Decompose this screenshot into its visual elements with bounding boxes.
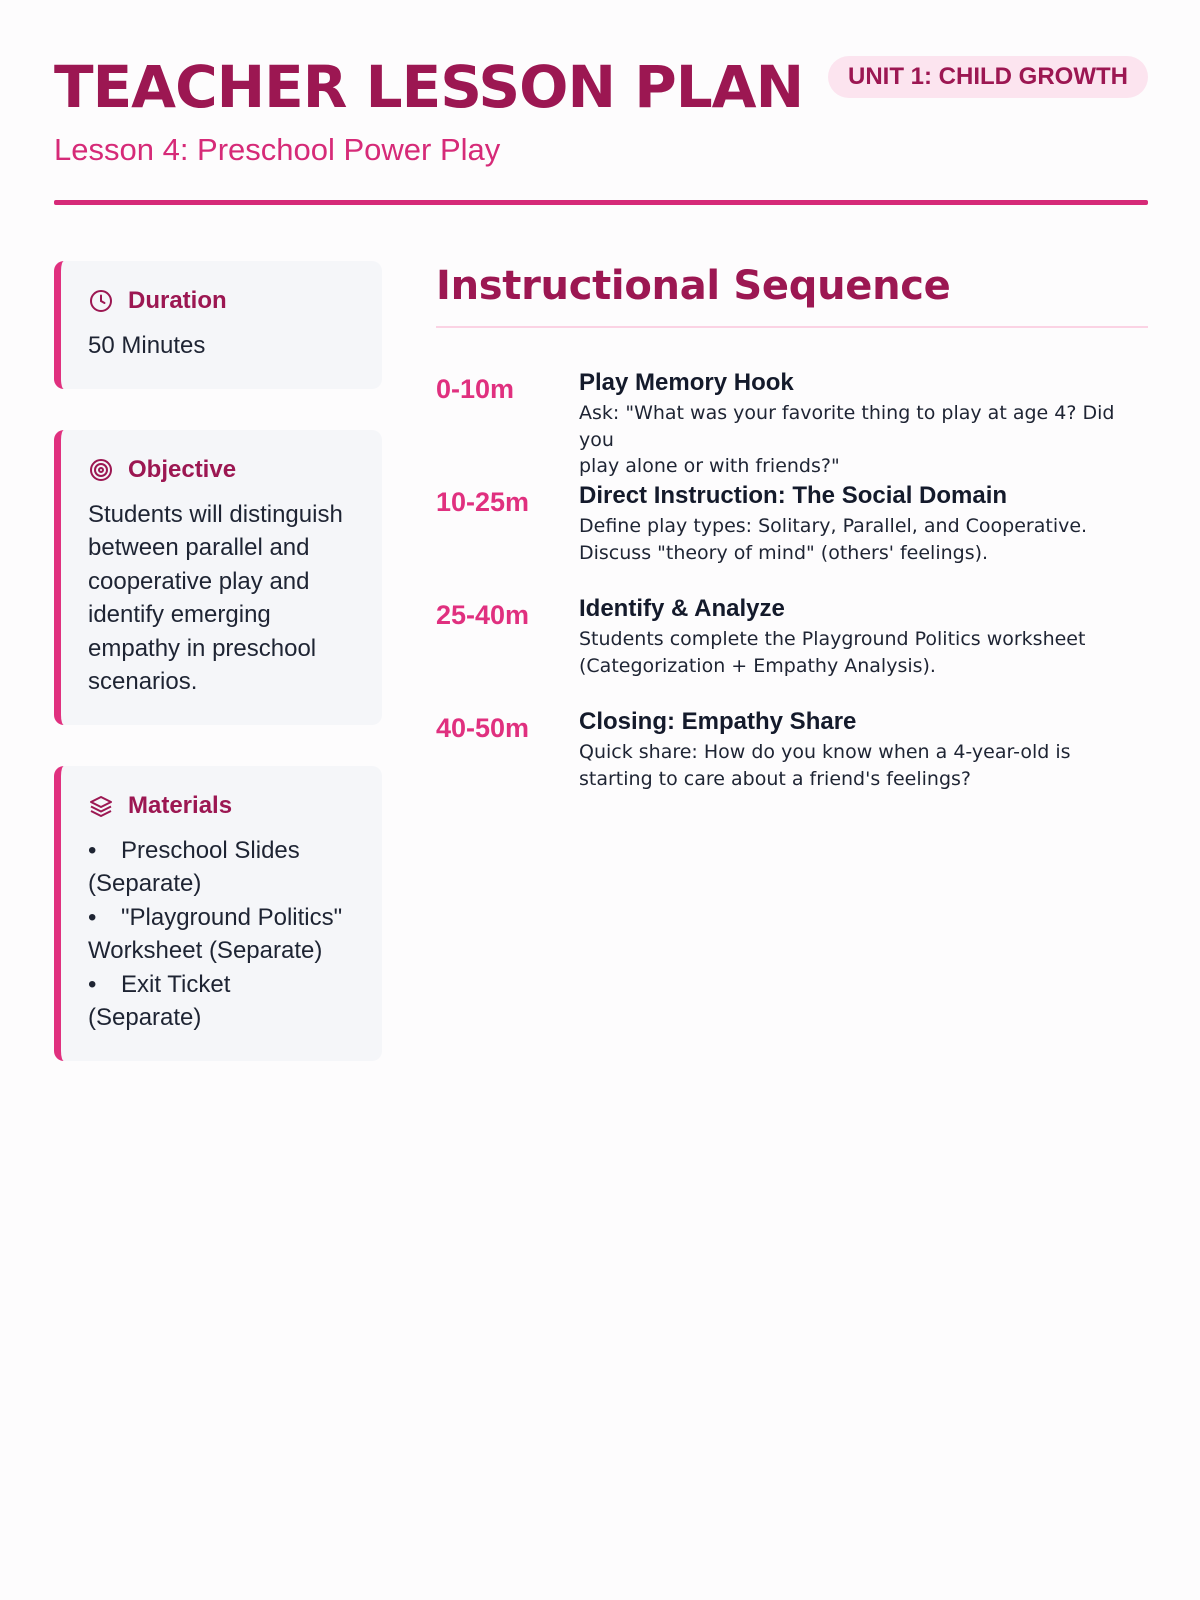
objective-line: between parallel and [88,534,310,561]
sequence-description [579,513,1148,566]
lesson-plan-page [54,0,1148,1600]
objective-label: Objective [128,455,237,483]
target-icon [88,457,114,483]
duration-label: Duration [128,287,227,314]
sequence-description-line: Define play types: Solitary, Parallel, and Cooperative. [579,515,1088,537]
sequence-item [436,592,1148,705]
header-divider [54,200,1148,205]
lesson-header [54,52,1148,170]
sequence-title: Closing: Empathy Share [579,708,857,735]
sequence-item [436,366,1148,479]
materials-item [88,901,356,968]
materials-item-text: Exit Ticket [121,970,231,998]
sequence-content [579,592,1148,679]
materials-item-text: (Separate) [88,1004,202,1031]
sequence-description-line: Students complete the Playground Politics worksheet [579,628,1086,650]
objective-line: Students will distinguish [88,500,343,528]
lesson-subtitle: Lesson 4: Preschool Power Play [54,132,501,167]
materials-item-text: Preschool Slides [121,836,300,864]
sequence-description-line: Ask: "What was your favorite thing to play at age 4? Did you [579,402,1115,451]
duration-card-header [88,285,356,317]
materials-item-text: Worksheet (Separate) [88,937,323,964]
sequence-item [436,479,1148,592]
sequence-time: 25-40m [436,600,530,630]
sequence-item [436,705,1148,818]
sequence-description-line: Quick share: How do you know when a 4-year-old is [579,741,1071,763]
sequence-description-line: (Categorization + Empathy Analysis). [579,654,936,677]
clock-icon [88,288,114,314]
sequence-list [436,366,1148,818]
sequence-time: 10-25m [436,487,530,517]
sequence-title: Play Memory Hook [579,369,794,396]
sequence-title: Identify & Analyze [579,595,785,622]
objective-line: cooperative play and [88,567,310,595]
duration-value: 50 Minutes [88,332,206,359]
objective-text [88,498,356,699]
sequence-time: 40-50m [436,713,530,743]
layers-icon [88,793,114,819]
materials-item-text: (Separate) [88,870,202,897]
objective-line: identify emerging [88,601,271,628]
sequence-content [579,705,1148,792]
materials-label: Materials [128,791,233,819]
section-title: Instructional Sequence [436,263,951,309]
sequence-description-line: Discuss "theory of mind" (others' feelings). [579,541,989,564]
sequence-content [579,366,1148,480]
bullet-icon: • [88,836,97,864]
unit-badge: UNIT 1: CHILD GROWTH [828,56,1148,98]
objective-line: scenarios. [88,668,198,695]
sequence-description [579,400,1148,480]
materials-item [88,834,356,901]
duration-card [54,261,382,389]
instructional-sequence-section [436,258,1148,818]
objective-card-header [88,454,356,486]
sequence-description-line: starting to care about a friend's feelings? [579,767,971,790]
sequence-description [579,626,1148,679]
materials-item [88,968,356,1035]
materials-list [88,834,356,1035]
materials-list-wrap [88,834,356,1035]
sequence-content [579,479,1148,566]
sequence-title: Direct Instruction: The Social Domain [579,482,1008,509]
materials-card-header [88,790,356,822]
materials-card [54,766,382,1061]
page-title: TEACHER LESSON PLAN [54,53,804,121]
sequence-description [579,739,1148,792]
sequence-time: 0-10m [436,374,515,404]
materials-item-text: "Playground Politics" [121,903,343,931]
bullet-icon: • [88,970,97,998]
sidebar [54,261,382,1102]
objective-card [54,430,382,725]
bullet-icon: • [88,903,97,931]
section-divider [436,326,1148,328]
objective-line: empathy in preschool [88,634,317,662]
sequence-description-line: play alone or with friends?" [579,455,840,477]
